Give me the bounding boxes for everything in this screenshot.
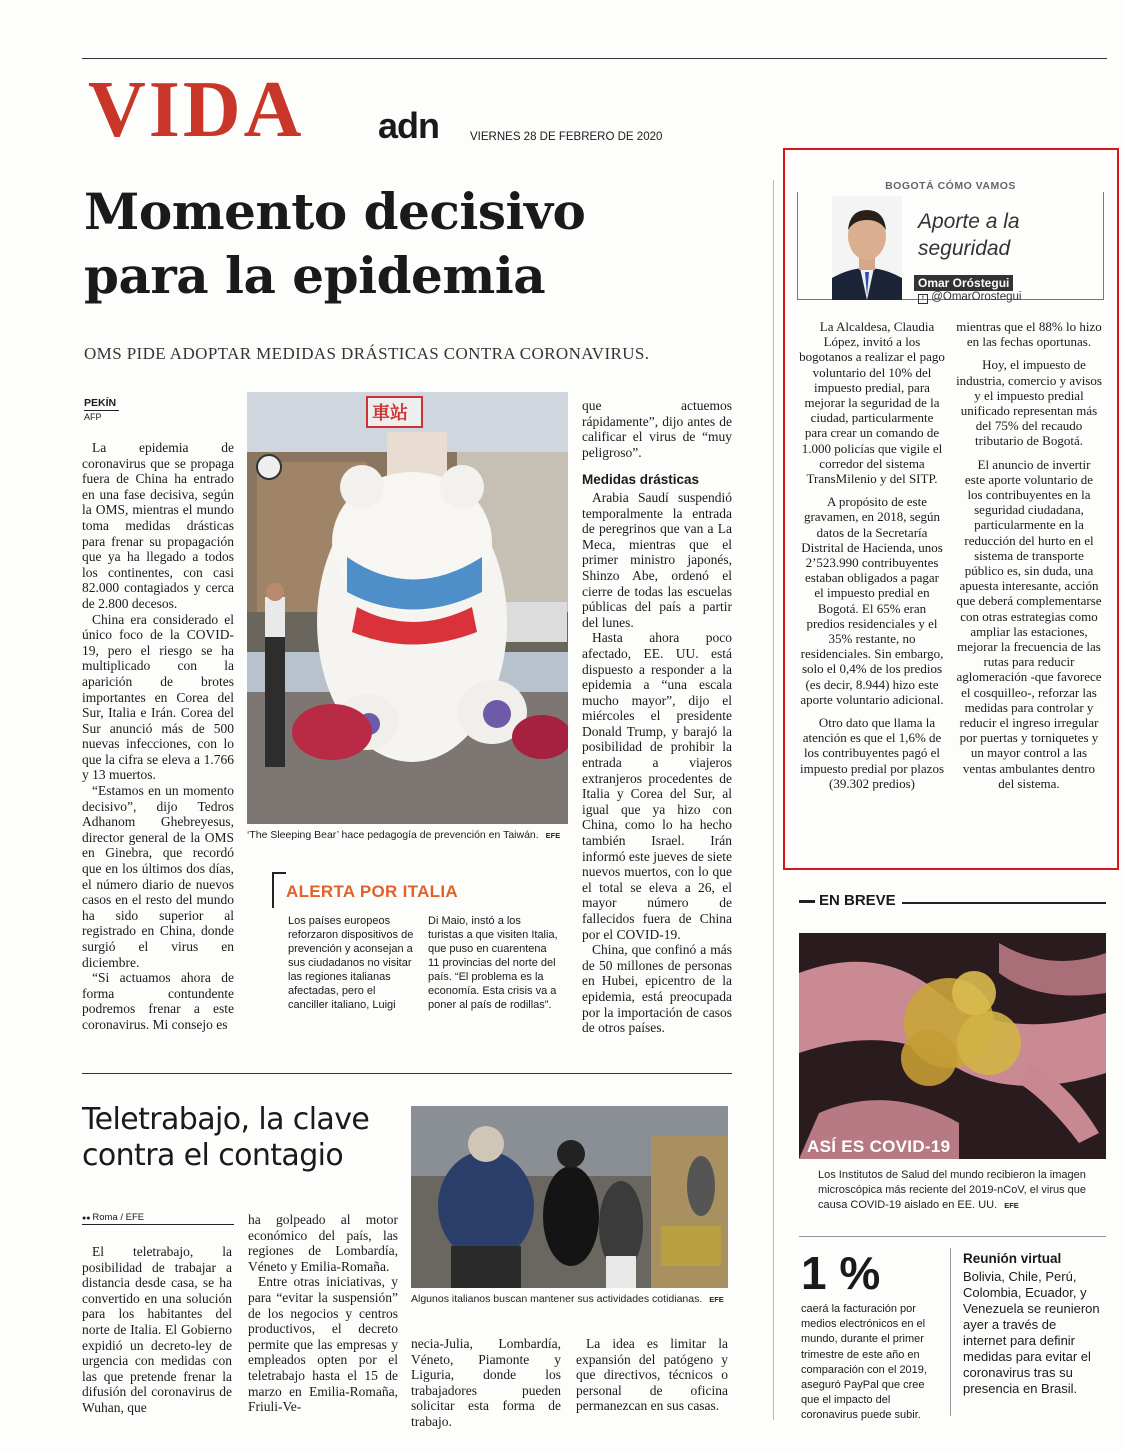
teletrabajo-dateline-text: Roma / EFE bbox=[92, 1212, 145, 1223]
paragraph: El anuncio de invertir este aporte voluntario de los contribuyentes en la seguridad ciudadana, particularmente en la reducción del hurto en el sistema de transporte público es, sin duda, una apuesta interesante, acción que deberá complementarse con otras estrategias como ampliar las estaciones, mejorar la frecuencia de las rutas para reducir aglomeración -que favorece el cosquilleo-, reforzar las medidas para controlar y reducir el ingreso irregular por puertas y torniquetes y un mayor control a las ventas ambulantes dentro del sistema. bbox=[956, 456, 1102, 791]
dateline bbox=[84, 396, 119, 423]
column-col2 bbox=[956, 319, 1102, 791]
author-photo bbox=[832, 196, 902, 300]
column-col1 bbox=[799, 319, 945, 791]
alert-title: ALERTA POR ITALIA bbox=[286, 882, 458, 901]
teletrabajo-headline-line2: contra el contagio bbox=[82, 1138, 344, 1173]
paragraph: China era considerado el único foco de la COVID-19, pero el riesgo se ha multiplicado con la aparición de brotes importantes en Corea del Sur, Italia e Irán. Corea del Sur anunció más de 500 nuevas infecciones, con lo que la cifra se eleva a 1.766 y 13 muertos. bbox=[82, 611, 234, 783]
main-subhead: OMS PIDE ADOPTAR MEDIDAS DRÁSTICAS CONTRA CORONAVIRUS. bbox=[84, 344, 650, 363]
dots-icon: ●● bbox=[82, 1215, 93, 1222]
photo-credit: EFE bbox=[1004, 1201, 1019, 1210]
virus-illustration bbox=[799, 933, 1106, 1159]
main-headline-line2: para la epidemia bbox=[84, 246, 546, 305]
paragraph: mientras que el 88% lo hizo en las fechas oportunas. bbox=[956, 319, 1102, 350]
paragraph: Arabia Saudí suspendió temporalmente la entrada de peregrinos que van a La Meca, mientras que el primer ministro japonés, Shinzo Abe, ordenó el cierre de todas las escuelas públicas del país a partir del lunes. bbox=[582, 489, 732, 630]
stat-text: caerá la facturación por medios electrónicos en el mundo, durante el primer trimestre de este año en comparación con el 2019, aseguró PayPal que cree que el impacto del coronavirus puede subir. bbox=[801, 1303, 927, 1422]
alert-box-border-top2 bbox=[272, 872, 286, 874]
author-handle bbox=[918, 291, 1022, 304]
author-handle-text[interactable]: @OmarOrostegui bbox=[931, 291, 1022, 303]
paragraph: La epidemia de coronavirus que se propaga fuera de China ha entrado en una fase decisiva, según la OMS, mientras el mundo toma medidas drásticas para frenar su propagación que ya ha llegado a todos los continentes, con casi 82.000 contagiados y cerca de 2.800 decesos. bbox=[82, 440, 234, 611]
column-title bbox=[918, 208, 1020, 262]
paragraph: A propósito de este gravamen, en 2018, según datos de la Secretaría Distrital de Hacienda, unos 2’523.990 contribuyentes estaban obligados a pagar el impuesto predial en Bogotá. El 65% eran predios residenciales y el 35% restante, no residenciales. Sin embargo, solo el 0,4% de los predios (es decir, 8.944) hizo este aporte voluntario adicional. bbox=[800, 494, 944, 707]
column-kicker: BOGOTÁ CÓMO VAMOS bbox=[797, 180, 1104, 192]
reunion-text: Bolivia, Chile, Perú, Colombia, Ecuador, y Venezuela se reunieron ayer a través de internet para definir medidas para evitar el coronavirus tras su presencia en Brasil. bbox=[963, 1269, 1100, 1396]
sleeping-bear-photo bbox=[247, 392, 568, 824]
covid-photo-title: ASÍ ES COVID-19 bbox=[807, 1137, 951, 1156]
brief-top-rule bbox=[799, 1236, 1106, 1237]
paragraph: Hasta ahora poco afectado, EE. UU. está dispuesto a responder a la epidemia a “una escala mucho mayor”, dijo el miércoles el presidente Donald Trump, y barajó la posibilidad de prohibir la entrada a viajeros extranjeros procedentes de Italia y Corea del Sur, al igual que ya hizo con China, como lo ha hecho también Israel. Irán informó este jueves de siete nuevos muertos, con lo que el total se eleva a 26, el mayor número de fallecidos fuera de China por el COVID-19. bbox=[582, 630, 732, 942]
caption-text: Los Institutos de Salud del mundo recibieron la imagen microscópica más reciente del 2019-nCoV, el virus que causa COVID-19 aislado en EE. UU. bbox=[818, 1169, 1087, 1211]
section-divider bbox=[82, 1073, 732, 1074]
paragraph: La Alcaldesa, Claudia López, invitó a los bogotanos a realizar el pago voluntario del 10% del impuesto predial, para mejorar la seguridad de la ciudad, particularmente para crear un comando de 1.000 policías que vigile el corredor del sistema TransMilenio y del SITP. bbox=[799, 319, 945, 487]
paragraph: El teletrabajo, la posibilidad de trabajar a distancia desde casa, se ha convertido en una solución para los habitantes del norte de Italia. El Gobierno expidió un decreto-ley de urgencia con medidas con las que pretende frenar la difusión del coronavirus de Wuhan, que bbox=[82, 1244, 232, 1415]
teletrabajo-col2 bbox=[248, 1212, 398, 1415]
vertical-divider bbox=[773, 180, 774, 1420]
dateline-agency: AFP bbox=[84, 412, 102, 422]
paragraph: Entre otras iniciativas, y para “evitar la suspensión” de los negocios y centros productivos, el decreto permite que las empresas y empleados opten por el teletrabajo hasta el 15 de marzo en Emilia-Romaña, Friuli-Ve- bbox=[248, 1274, 398, 1415]
photo-credit: EFE bbox=[709, 1295, 724, 1304]
covid-photo-caption bbox=[818, 1168, 1088, 1213]
teletrabajo-col4 bbox=[576, 1336, 728, 1414]
alert-col2: Di Maio, instó a los turistas a que visiten Italia, que puso en cuarentena 11 provincias del norte del país. “El problema es la economía. Esta crisis va a poner al país de rodillas”. bbox=[428, 915, 558, 1011]
teletrabajo-dateline bbox=[82, 1212, 234, 1225]
section-title: VIDA bbox=[88, 66, 305, 154]
reunion-title: Reunión virtual bbox=[963, 1251, 1062, 1266]
en-breve-text: EN BREVE bbox=[819, 892, 896, 909]
alert-box-border-top bbox=[272, 872, 274, 908]
italy-photo-caption bbox=[411, 1293, 728, 1306]
edition-date: VIERNES 28 DE FEBRERO DE 2020 bbox=[470, 131, 663, 143]
alert-col1: Los países europeos reforzaron dispositivos de prevención y aconsejan a sus ciudadanos no visitar las regiones italianas afectadas, pero el canciller italiano, Luigi bbox=[288, 915, 414, 1011]
main-story-col1 bbox=[82, 440, 234, 1033]
brief-divider bbox=[950, 1248, 951, 1416]
teletrabajo-col3 bbox=[411, 1336, 561, 1430]
teletrabajo-headline-line1: Teletrabajo, la clave bbox=[82, 1102, 370, 1137]
main-story-col3 bbox=[582, 398, 732, 1036]
top-rule bbox=[82, 58, 1107, 59]
paragraph: “Estamos en un momento decisivo”, dijo Tedros Adhanom Ghebreyesus, director general de la OMS en Ginebra, que recordó que en los últimos dos días, el número diario de nuevos casos en el resto del mundo ha sido superior al registrado en China, donde surgió el virus en diciembre. bbox=[82, 783, 234, 970]
paragraph: “Si actuamos ahora de forma contundente podremos frenar a este coronavirus. Mi consejo es bbox=[82, 970, 234, 1032]
covid-microscope-photo bbox=[799, 933, 1106, 1159]
en-breve-label bbox=[799, 892, 902, 909]
paragraph: China, que confinó a más de 50 millones de personas en Hubei, epicentro de la epidemia, está preocupada por la importación de casos de otros países. bbox=[582, 942, 732, 1036]
bear-illustration bbox=[247, 392, 568, 824]
italy-street-photo bbox=[411, 1106, 728, 1288]
author-portrait bbox=[832, 196, 902, 300]
paragraph: Otro dato que llama la atención es que el 1,6% de los contribuyentes pagó el impuesto predial por plazos (39.302 predios) bbox=[799, 715, 945, 791]
alert-box bbox=[272, 872, 570, 1042]
bullet-icon bbox=[799, 900, 815, 903]
paragraph: La idea es limitar la expansión del patógeno y que directivos, técnicos o personal de oficina permanezcan en sus casas. bbox=[576, 1336, 728, 1414]
teletrabajo-col1 bbox=[82, 1244, 232, 1416]
paragraph: necia-Julia, Lombardía, Véneto, Piamonte y Liguria, donde los trabajadores pueden solicitar esta forma de trabajo. bbox=[411, 1336, 561, 1429]
paragraph: que actuemos rápidamente”, dijo antes de calificar el virus de “muy peligroso”. bbox=[582, 398, 732, 460]
author-name: Omar Oróstegui bbox=[914, 275, 1013, 291]
twitter-icon[interactable]: t bbox=[918, 294, 928, 304]
paragraph: Hoy, el impuesto de industria, comercio y avisos y el impuesto predial unificado representan más del 75% del recaudo tributario de Bogotá. bbox=[956, 357, 1102, 449]
column-title-line2: seguridad bbox=[918, 237, 1011, 260]
column-title-line1: Aporte a la bbox=[918, 210, 1020, 233]
photo-credit: EFE bbox=[545, 831, 561, 840]
teletrabajo-headline bbox=[82, 1102, 369, 1174]
main-headline bbox=[84, 180, 585, 308]
section-subhead: Medidas drásticas bbox=[582, 472, 700, 488]
dateline-city: PEKÍN bbox=[84, 396, 119, 411]
main-headline-line1: Momento decisivo bbox=[84, 182, 586, 241]
brand-logo: adn bbox=[378, 105, 440, 146]
bear-photo-caption bbox=[247, 829, 568, 842]
caption-text: Algunos italianos buscan mantener sus actividades cotidianas. bbox=[411, 1293, 703, 1305]
paragraph: ha golpeado al motor económico del país, las regiones de Lombardía, Véneto y Emilia-Romaña. bbox=[248, 1212, 398, 1274]
station-sign: 車站 bbox=[372, 403, 408, 423]
stat-value: 1 % bbox=[801, 1247, 881, 1299]
street-scene-illustration bbox=[411, 1106, 728, 1288]
caption-text: ‘The Sleeping Bear’ hace pedagogía de prevención en Taiwán. bbox=[247, 829, 539, 841]
